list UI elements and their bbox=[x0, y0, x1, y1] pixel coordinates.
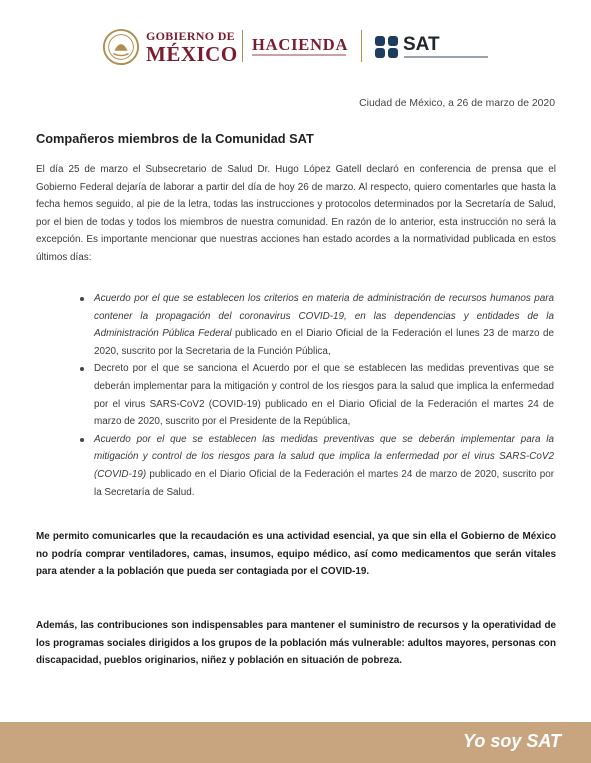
footer-slogan: Yo soy SAT bbox=[462, 731, 561, 751]
regulation-detail: publicado en el Diario Oficial de la Federación el lunes 23 de marzo de 2020, suscrito por la Secretaria de la Función Pública, bbox=[94, 328, 554, 357]
essential-activity-paragraph: Me permito comunicarles que la recaudación es una actividad esencial, ya que sin ella el Gobierno de México no podría comprar ventiladores, camas, insumos, equipo médico, así como medicamentos que serán vitales para atender a la población que pueda ser contagiada por el COVID-19. bbox=[36, 531, 556, 578]
list-item bbox=[78, 360, 554, 430]
hacienda-logo: HACIENDA bbox=[252, 35, 349, 54]
regulation-list bbox=[78, 290, 554, 501]
regulation-title: Acuerdo por el que se establecen los criterios en materia de administración de recursos humanos para contener la propagación del coronavirus COVID-19, en las dependencias y entidades de la Administración Pública Federal bbox=[94, 293, 554, 340]
hacienda-subtitle-mark bbox=[252, 54, 346, 56]
gobierno-line2: MÉXICO bbox=[146, 42, 238, 66]
regulation-detail: publicado en el Diario Oficial de la Federación el martes 24 de marzo de 2020, suscrito por la Secretaría de Salud. bbox=[94, 468, 554, 498]
regulation-detail: Decreto por el que se sanciona el Acuerdo por el que se establecen las medidas preventivas que se deberán implementar para la mitigación y control de los riesgos para la salud que implica la enfermedad por el virus SARS-CoV2 (COVID-19) publicado en el Diario Oficial de la Federación el martes 24 de marzo de 2020, suscrito por el Presidente de la República, bbox=[94, 363, 554, 428]
national-seal-icon bbox=[102, 28, 140, 66]
header-divider bbox=[242, 30, 243, 62]
letter-greeting: Compañeros miembros de la Comunidad SAT bbox=[36, 131, 314, 146]
list-item bbox=[78, 290, 554, 360]
letter-date: Ciudad de México, a 26 de marzo de 2020 bbox=[359, 98, 555, 109]
list-item bbox=[78, 431, 554, 501]
letterhead bbox=[0, 26, 591, 70]
intro-paragraph: El día 25 de marzo el Subsecretario de Salud Dr. Hugo López Gatell declaró en conferencia de prensa que el Gobierno Federal dejaría de laborar a partir del día de hoy 26 de marzo. Al respecto, quiero comentarles que hasta la fecha hemos seguido, al pie de la letra, todas las instrucciones y protocolos determinados por la Secretaría de Salud, por el bien de todas y todos los miembros de nuestra comunidad. En razón de lo anterior, esta instrucción no será la excepción. Es importante mencionar que nuestras acciones han estado acordes a la normatividad publicada en estos últimos días: bbox=[36, 164, 556, 263]
gobierno-de-mexico-logo bbox=[146, 30, 238, 65]
regulation-title: Acuerdo por el que se establecen las medidas preventivas que se deberán implementar para la mitigación y control de los riesgos para la salud que implica la enfermedad por el virus SARS-CoV2 (COVID-19) bbox=[94, 433, 554, 480]
sat-subtitle-mark bbox=[404, 56, 488, 58]
bullet-icon bbox=[80, 367, 84, 371]
bullet-icon bbox=[80, 438, 84, 442]
sat-logo-icon bbox=[374, 35, 400, 59]
bullet-icon bbox=[80, 297, 84, 301]
gobierno-line1: GOBIERNO DE bbox=[146, 29, 235, 43]
footer-band bbox=[0, 722, 591, 763]
sat-logo-text: SAT bbox=[403, 34, 440, 55]
contributions-paragraph: Además, las contribuciones son indispensables para mantener el suministro de recursos y la operatividad de los programas sociales dirigidos a los grupos de la población más vulnerable: adultos mayores, personas con discapacidad, pueblos originarios, niñez y población en situación de pobreza. bbox=[36, 620, 556, 667]
header-divider bbox=[361, 30, 362, 62]
